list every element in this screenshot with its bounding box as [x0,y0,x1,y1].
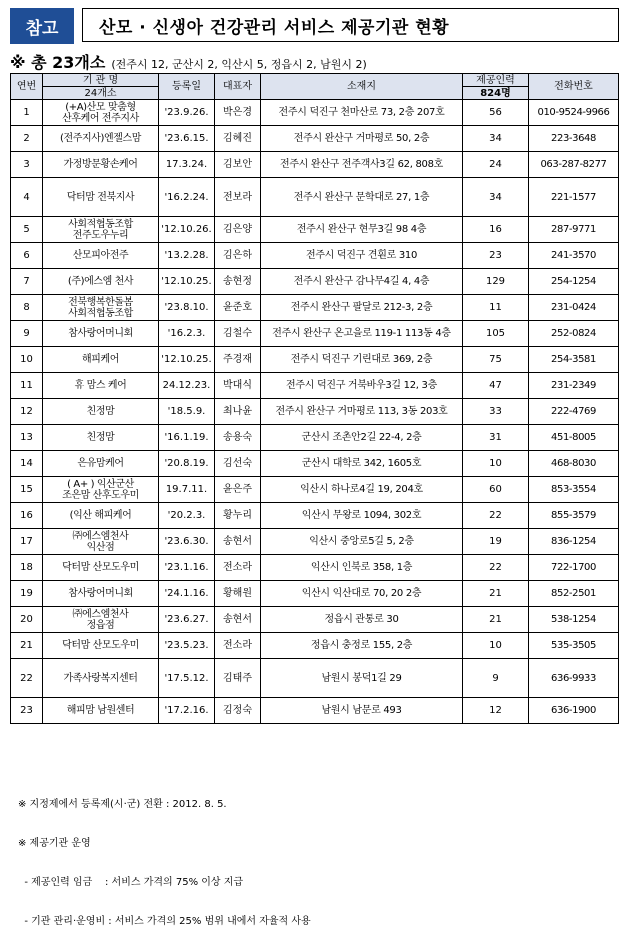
cell-registration-date: '23.5.23. [159,633,215,659]
cell-address: 정읍시 충정로 155, 2층 [261,633,463,659]
cell-address: 전주시 덕진구 기린대로 369, 2층 [261,347,463,373]
cell-row-number: 6 [11,243,43,269]
cell-staff-count: 34 [463,126,529,152]
table-row [11,243,619,269]
cell-registration-date: 17.3.24. [159,152,215,178]
table-row [11,581,619,607]
cell-registration-date: '17.2.16. [159,698,215,724]
cell-name: 은유맘케어 [43,451,159,477]
cell-registration-date: '18.5.9. [159,399,215,425]
table-row [11,698,619,724]
summary-detail: (전주시 12, 군산시 2, 익산시 5, 정읍시 2, 남원시 2) [111,58,367,71]
cell-address: 남원시 남문로 493 [261,698,463,724]
table-row [11,503,619,529]
cell-representative: 송용숙 [215,425,261,451]
cell-staff-count: 47 [463,373,529,399]
cell-address: 익산시 인북로 358, 1층 [261,555,463,581]
header [10,8,621,44]
cell-row-number: 18 [11,555,43,581]
cell-registration-date: '16.2.24. [159,178,215,217]
table-body [11,100,619,724]
cell-phone: 451-8005 [529,425,619,451]
cell-row-number: 3 [11,152,43,178]
cell-name: 닥터맘 전북지사 [43,178,159,217]
table-row [11,126,619,152]
cell-phone: 223-3648 [529,126,619,152]
table-row [11,100,619,126]
cell-row-number: 19 [11,581,43,607]
cell-name: (익산 해피케어 [43,503,159,529]
cell-registration-date: '16.1.19. [159,425,215,451]
cell-registration-date: '23.6.30. [159,529,215,555]
cell-registration-date: 24.12.23. [159,373,215,399]
header-agency-count: 24개소 [43,87,159,100]
cell-phone: 063-287-8277 [529,152,619,178]
header-rep: 대표자 [215,74,261,100]
cell-row-number: 8 [11,295,43,321]
cell-representative: 주경재 [215,347,261,373]
cell-row-number: 9 [11,321,43,347]
header-no: 연번 [11,74,43,100]
cell-name: 친정맘 [43,399,159,425]
cell-name: 닥터맘 산모도우미 [43,633,159,659]
cell-phone: 231-2349 [529,373,619,399]
cell-row-number: 1 [11,100,43,126]
cell-representative: 송현서 [215,607,261,633]
cell-address: 익산시 익산대로 70, 20 2층 [261,581,463,607]
cell-row-number: 23 [11,698,43,724]
cell-name: 전북행복한돌봄 사회적협동조합 [43,295,159,321]
cell-representative: 김은양 [215,217,261,243]
cell-address: 전주시 완산구 팔달로 212-3, 2층 [261,295,463,321]
table-row [11,451,619,477]
page-title: 산모 · 신생아 건강관리 서비스 제공기관 현황 [82,8,619,42]
cell-representative: 박은경 [215,100,261,126]
header-staff: 제공인력 [463,74,529,87]
header-phone: 전화번호 [529,74,619,100]
cell-staff-count: 105 [463,321,529,347]
cell-address: 익산시 중앙로5길 5, 2층 [261,529,463,555]
cell-representative: 김혜진 [215,126,261,152]
cell-phone: 535-3505 [529,633,619,659]
cell-phone: 636-1900 [529,698,619,724]
notes [18,772,311,941]
cell-registration-date: '20.8.19. [159,451,215,477]
table-row [11,295,619,321]
cell-registration-date: '17.5.12. [159,659,215,698]
cell-staff-count: 56 [463,100,529,126]
cell-address: 전주시 완산구 문학대로 27, 1층 [261,178,463,217]
table-row [11,555,619,581]
cell-address: 전주시 완산구 현무3길 98 4층 [261,217,463,243]
cell-phone: 836-1254 [529,529,619,555]
cell-staff-count: 10 [463,633,529,659]
cell-phone: 468-8030 [529,451,619,477]
cell-registration-date: '12.10.25. [159,347,215,373]
cell-name: (주)에스엠 천사 [43,269,159,295]
cell-phone: 241-3570 [529,243,619,269]
cell-name: 참사랑어머니회 [43,581,159,607]
table-row [11,152,619,178]
cell-representative: 윤은주 [215,477,261,503]
cell-staff-count: 34 [463,178,529,217]
cell-staff-count: 24 [463,152,529,178]
cell-registration-date: 19.7.11. [159,477,215,503]
cell-row-number: 2 [11,126,43,152]
cell-staff-count: 11 [463,295,529,321]
cell-representative: 전보라 [215,178,261,217]
cell-row-number: 17 [11,529,43,555]
cell-name: 산모피아전주 [43,243,159,269]
cell-representative: 김은하 [215,243,261,269]
cell-phone: 222-4769 [529,399,619,425]
table-row [11,399,619,425]
cell-staff-count: 33 [463,399,529,425]
cell-name: ㈜에스엠천사 익산점 [43,529,159,555]
cell-staff-count: 21 [463,581,529,607]
cell-phone: 252-0824 [529,321,619,347]
note-line: - 제공인력 임금 : 서비스 가격의 75% 이상 지급 [18,877,244,888]
cell-row-number: 15 [11,477,43,503]
cell-address: 전주시 완산구 거마평로 50, 2층 [261,126,463,152]
cell-row-number: 4 [11,178,43,217]
cell-name: 친정맘 [43,425,159,451]
cell-phone: 287-9771 [529,217,619,243]
table-row [11,529,619,555]
cell-registration-date: '13.2.28. [159,243,215,269]
cell-name: 해피맘 남원센터 [43,698,159,724]
cell-registration-date: '23.9.26. [159,100,215,126]
cell-staff-count: 22 [463,503,529,529]
cell-staff-count: 60 [463,477,529,503]
cell-phone: 852-2501 [529,581,619,607]
header-address: 소재지 [261,74,463,100]
cell-name: (+A)산모 맞춤형 산후케어 전주지사 [43,100,159,126]
cell-row-number: 22 [11,659,43,698]
cell-row-number: 20 [11,607,43,633]
cell-address: 남원시 봉덕1길 29 [261,659,463,698]
cell-row-number: 12 [11,399,43,425]
cell-phone: 221-1577 [529,178,619,217]
cell-address: 익산시 무왕로 1094, 302호 [261,503,463,529]
cell-phone: 254-3581 [529,347,619,373]
cell-name: 닥터맘 산모도우미 [43,555,159,581]
cell-representative: 송현서 [215,529,261,555]
cell-staff-count: 129 [463,269,529,295]
cell-staff-count: 19 [463,529,529,555]
table-row [11,607,619,633]
cell-address: 정읍시 관통로 30 [261,607,463,633]
cell-staff-count: 9 [463,659,529,698]
cell-row-number: 5 [11,217,43,243]
summary-total: ※ 총 23개소 [10,53,106,72]
cell-phone: 254-1254 [529,269,619,295]
cell-registration-date: '23.1.16. [159,555,215,581]
cell-staff-count: 22 [463,555,529,581]
cell-phone: 722-1700 [529,555,619,581]
cell-representative: 황해원 [215,581,261,607]
table-row [11,373,619,399]
header-date: 등록일 [159,74,215,100]
table-row [11,633,619,659]
cell-name: ( A+ ) 익산군산 조은맘 산후도우미 [43,477,159,503]
cell-address: 전주시 완산구 온고을로 119-1 113동 4층 [261,321,463,347]
cell-row-number: 10 [11,347,43,373]
cell-address: 익산시 하나로4길 19, 204호 [261,477,463,503]
cell-name: (전주지사)엔젤스맘 [43,126,159,152]
table-row [11,321,619,347]
cell-address: 군산시 대학로 342, 1605호 [261,451,463,477]
cell-address: 전주시 덕진구 거북바우3길 12, 3층 [261,373,463,399]
cell-row-number: 7 [11,269,43,295]
cell-representative: 황누리 [215,503,261,529]
cell-row-number: 13 [11,425,43,451]
cell-phone: 855-3579 [529,503,619,529]
cell-name: ㈜에스엠천사 정읍점 [43,607,159,633]
table-row [11,347,619,373]
cell-address: 전주시 완산구 전주객사3길 62, 808호 [261,152,463,178]
note-line: - 기관 관리·운영비 : 서비스 가격의 25% 범위 내에서 자율적 사용 [18,916,311,927]
cell-registration-date: '24.1.16. [159,581,215,607]
header-staff-total: 824명 [463,87,529,100]
cell-phone: 538-1254 [529,607,619,633]
cell-address: 전주시 완산구 거마평로 113, 3동 203호 [261,399,463,425]
cell-registration-date: '23.6.27. [159,607,215,633]
cell-phone: 010-9524-9966 [529,100,619,126]
cell-name: 휴 맘스 케어 [43,373,159,399]
cell-representative: 박대식 [215,373,261,399]
cell-representative: 전소라 [215,555,261,581]
cell-representative: 김선숙 [215,451,261,477]
note-line: ※ 지정제에서 등록제(시·군) 전환 : 2012. 8. 5. [18,799,227,810]
cell-representative: 김태주 [215,659,261,698]
cell-representative: 전소라 [215,633,261,659]
table-row [11,659,619,698]
cell-name: 참사랑어머니회 [43,321,159,347]
table-row [11,178,619,217]
cell-staff-count: 16 [463,217,529,243]
cell-address: 전주시 덕진구 견훤로 310 [261,243,463,269]
summary [10,50,367,72]
cell-row-number: 14 [11,451,43,477]
table-row [11,269,619,295]
cell-registration-date: '16.2.3. [159,321,215,347]
cell-representative: 김철수 [215,321,261,347]
cell-phone: 636-9933 [529,659,619,698]
cell-representative: 윤준호 [215,295,261,321]
cell-name: 가족사랑복지센터 [43,659,159,698]
cell-staff-count: 12 [463,698,529,724]
cell-registration-date: '20.2.3. [159,503,215,529]
note-line: ※ 제공기관 운영 [18,838,91,849]
table-row [11,477,619,503]
cell-name: 가정방문황손케어 [43,152,159,178]
table-row [11,217,619,243]
cell-row-number: 11 [11,373,43,399]
cell-registration-date: '23.6.15. [159,126,215,152]
cell-representative: 송현정 [215,269,261,295]
cell-row-number: 16 [11,503,43,529]
cell-name: 해피케어 [43,347,159,373]
cell-staff-count: 21 [463,607,529,633]
cell-representative: 최나윤 [215,399,261,425]
cell-address: 전주시 완산구 감나무4길 4, 4층 [261,269,463,295]
cell-staff-count: 31 [463,425,529,451]
cell-name: 사회적협동조합 전주도우누리 [43,217,159,243]
cell-address: 군산시 조촌안2길 22-4, 2층 [261,425,463,451]
agency-table [10,73,619,724]
cell-registration-date: '12.10.26. [159,217,215,243]
cell-staff-count: 10 [463,451,529,477]
cell-row-number: 21 [11,633,43,659]
cell-staff-count: 23 [463,243,529,269]
header-agency: 기 관 명 [43,74,159,87]
table-row [11,425,619,451]
cell-representative: 김보안 [215,152,261,178]
cell-staff-count: 75 [463,347,529,373]
cell-representative: 김정숙 [215,698,261,724]
cell-phone: 231-0424 [529,295,619,321]
cell-registration-date: '12.10.25. [159,269,215,295]
reference-tag: 참고 [10,8,74,44]
cell-phone: 853-3554 [529,477,619,503]
cell-address: 전주시 덕진구 천마산로 73, 2층 207호 [261,100,463,126]
cell-registration-date: '23.8.10. [159,295,215,321]
